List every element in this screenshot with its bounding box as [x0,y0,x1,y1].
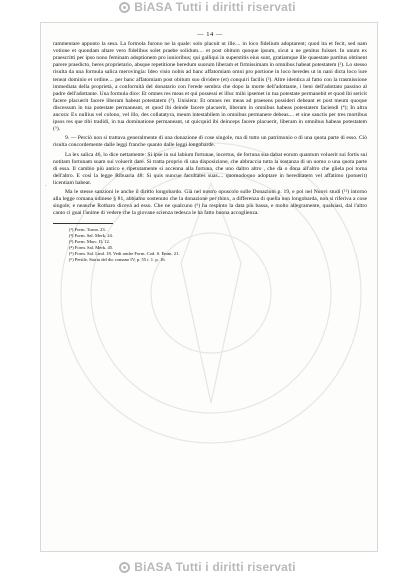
copyright-banner-bottom [0,560,415,574]
scanned-page [40,22,378,552]
biasa-logo-icon [119,2,130,13]
paragraph-3: La lex salica 46, lo dice nettamente: Si ipse in sui labium fortunae, incertus, de fortuna sua dabat eorum quantum voluerit sui fortis sui notitam fortunam suam sui voluerit dare. Si tratta proprio di una disposizione, che abbraccia tutta la sostanza di un uomo o una quota parte di essa. Il cambio più antico e ripetutamente si accenna alla fortuna, che uno daltro altro , che dà o dona all'altro che gliela poi torna dell'altro. E così la legge Ribuaria 48: Si quis nuncue facultates suas.... quomodoquo adoptare in hereditatem vel affatimo (potuerit) licentiam habeat. [53,151,367,186]
paragraph-1: rammentare appunto la sesa. La formola furono ne la quale: solo placuit ut ille.... in loco fidelium adoptarent; quod ita et fecit, sed nam votione et quondam altare vero fidelibus solet praebe solidum.... et post obitum quoque ipsum, sicut a ne genitus fuisset. In unum ex praescritti per ipso nono feminam adoptionem pro iunioribus; qui galliqui in superstitis eius sunt, gratiamque ille quaestate partitus obtinent parere praedicto, heres proprietario, absque repetitione heredum suorum liberam et firmissimam in omnibus habeat potestatem (¹). Lo stesso risulta da una formula salica merovingia: Ideo visio nobis ad banc affatomiam omni pro portione in loco heredes ut in nani dicta loco iure teneat dominio et ordine.... per banc affatomiam post obitum suo dividere (et) conquiri facilis (²). Altre identica al fatto con la trasmissione immediata della proprietà, a conformità del donatario con l'erede sembra che dopo la morte dell'adottante, i beni dell'adottato passino al padre dell'adottante. Una formula dice: Et omnes res meas et qui possessi et illuc mihi ipsemet in tua potestate permanebit et quod ibi sericit facere placuerit facere liberam habeat potestatem (³). Unisiera: Et omnes res meas ad praesens possideri debeant et post meum quoque discessum in tua potestate permaneant, et quod ibi deinde facere placuerit, liberam in omnibus habeas potestatem faciendi (⁴); In altra ancora: Ex nullius vel colono, vel illo, des collatatyra, meum intestabilem in omnibus permanere debeas.... et sine sanctis per tres mortibus ipsos res que tibi tradidi, in tua dominatione permaneant, ut quicquid ibi deinceps facere placuerit, liberam in omnibus habeas potestatem (⁵). [53,41,367,133]
paragraph-4: Ma le stesse sanzioni le anche il diritto longobardo. Già nel nostro opuscolo sulle Donazioni p. 19, e poi nel Nuovi studi (¹²) intorno alla legge romana udinese § 81, abbiamo sostenuto che la donazione per thinx, a differenza di quella non longobarda, non si riferiva a cose singole; e neanche Rotharo diceva ad esso. Che ne qualcuno (⁶) ha respinto la data più bassa, e molto allegramente, qualsiasi, dal l'altro canto ci guai l'anime di vedere che la giovane scienza tedesca le ha fatto buona accoglienza. [53,188,367,217]
footnote-4: (⁴) Form. Sal. Merk. 45. [69,245,114,251]
page-number: — 14 — [197,31,223,38]
margin-mark: · [45,183,47,189]
footnote-5: (⁵) Form. Sal. Lind. 18. Vedi anche Form. Cod. S. Emm. 21. [69,251,180,257]
copyright-banner-top [0,0,415,14]
page-content [53,31,367,263]
biasa-logo-icon [119,562,130,573]
footnotes [53,223,367,263]
footnote-2: (²) Form. Sal. Merk. 24. [69,233,113,239]
footnote-6: (⁶) Pertile, Storia del dir. romano IV, p. 55 t. 1. p. 16. [69,257,166,263]
copyright-text-bottom: BiASA Tutti i diritti riservati [134,560,296,574]
paragraph-2: 9. — Perciò non si trattava generalmente di una donazione di cose singole, ma di tutto un patrimonio o di una quota parte di esso. Ciò risulta concordemente dalle leggi franche quanto dalle leggi longobarde. [53,135,367,149]
copyright-text-top: BiASA Tutti i diritti riservati [134,0,296,14]
footnote-3: (³) Form. Marc. II, 12. [69,239,110,245]
footnote-divider [53,223,113,224]
footnote-1: (¹) Form. Turon. 23. [69,227,106,233]
